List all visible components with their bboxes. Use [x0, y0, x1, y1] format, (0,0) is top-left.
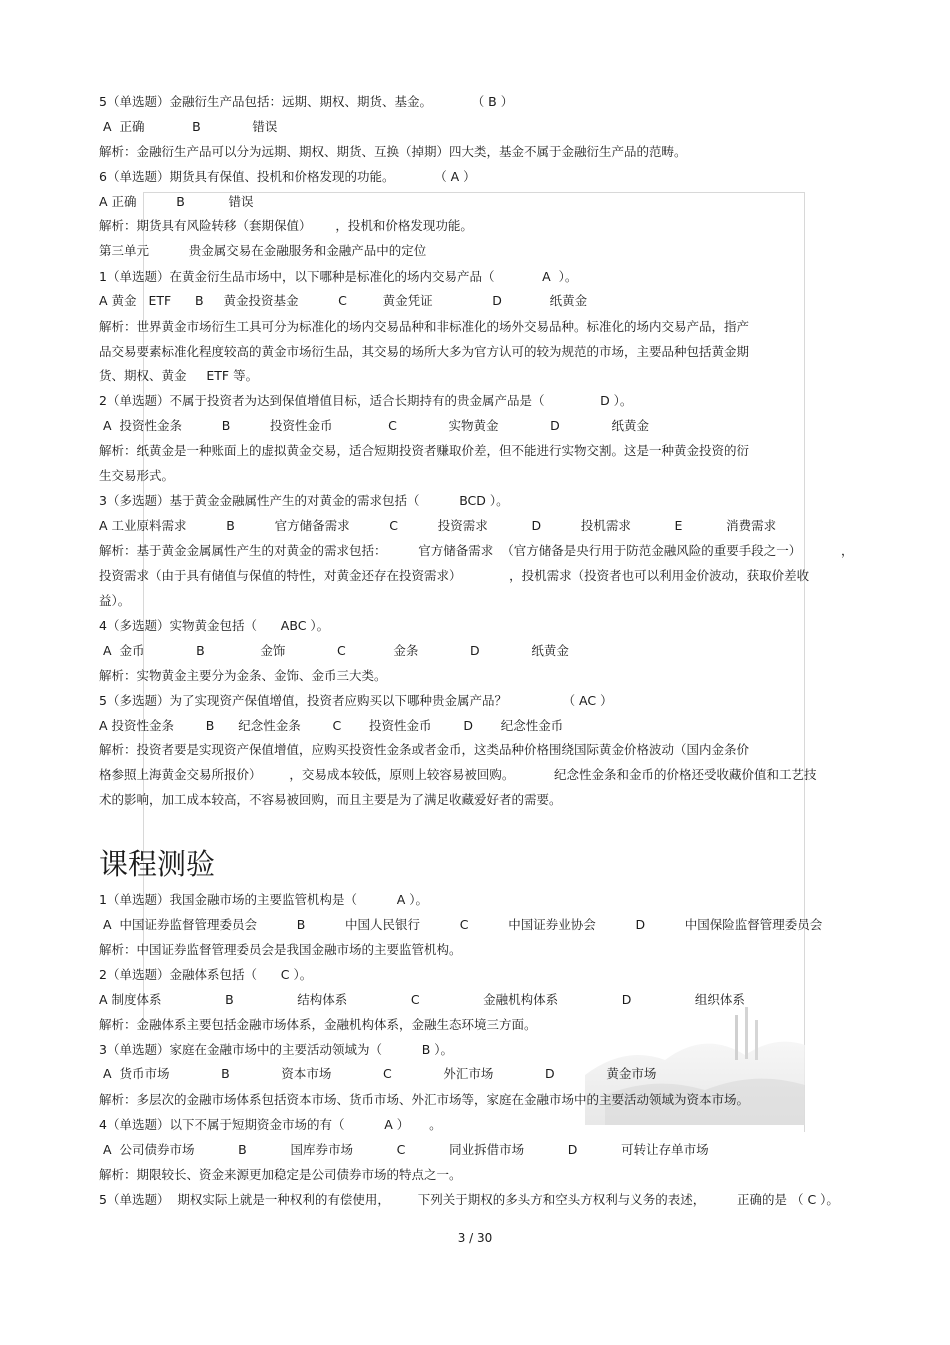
text-line: A 黄金 ETF B 黄金投资基金 C 黄金凭证 D 纸黄金	[99, 293, 588, 308]
text-line: A 正确 B 错误	[99, 194, 254, 209]
text-line: A 公司债券市场 B 国库券市场 C 同业拆借市场 D 可转让存单市场	[99, 1142, 709, 1157]
section-heading: 课程测验	[99, 847, 216, 881]
text-line: 3（多选题）基于黄金金融属性产生的对黄金的需求包括（ BCD ）。	[99, 493, 509, 508]
text-line: A 正确 B 错误	[99, 119, 278, 134]
frame-line-top	[143, 192, 804, 193]
text-line: 5（单选题） 期权实际上就是一种权利的有偿使用， 下列关于期权的多头方和空头方权利与义务的表述， 正确的是 （ C ）。	[99, 1192, 839, 1207]
text-line: 5（单选题）金融衍生产品包括：远期、期权、期货、基金。 （ B ）	[99, 94, 514, 109]
text-line: 格参照上海黄金交易所报价） ，交易成本较低，原则上较容易被回购。 纪念性金条和金币的价格还受收藏价值和工艺技	[99, 767, 817, 782]
text-line: 6（单选题）期货具有保值、投机和价格发现的功能。 （ A ）	[99, 169, 476, 184]
text-line: 1（单选题）在黄金衍生品市场中，以下哪种是标准化的场内交易产品（ A ）。	[99, 269, 578, 284]
text-line: 益）。	[99, 593, 131, 608]
text-line: A 工业原料需求 B 官方储备需求 C 投资需求 D 投机需求 E 消费需求	[99, 518, 777, 533]
text-line: A 投资性金条 B 纪念性金条 C 投资性金币 D 纪念性金币	[99, 718, 564, 733]
text-line: 货、期权、黄金 ETF 等。	[99, 368, 259, 383]
page-number: 3 / 30	[457, 1231, 493, 1245]
text-line: 解析：期限较长、资金来源更加稳定是公司债券市场的特点之一。	[99, 1167, 462, 1182]
text-line: 解析：金融体系主要包括金融市场体系，金融机构体系，金融生态环境三方面。	[99, 1017, 537, 1032]
text-line: 1（单选题）我国金融市场的主要监管机构是（ A ）。	[99, 892, 428, 907]
text-line: 解析：世界黄金市场衍生工具可分为标准化的场内交易品种和非标准化的场外交易品种。标准化的场内交易产品，指产	[99, 319, 750, 334]
text-line: 解析：金融衍生产品可以分为远期、期权、期货、互换（掉期）四大类，基金不属于金融衍生产品的范畴。	[99, 144, 687, 159]
text-line: 2（单选题）不属于投资者为达到保值增值目标，适合长期持有的贵金属产品是（ D ）。	[99, 393, 633, 408]
text-line: 5（多选题）为了实现资产保值增值，投资者应购买以下哪种贵金属产品？ （ AC ）	[99, 693, 613, 708]
text-line: 第三单元 贵金属交易在金融服务和金融产品中的定位	[99, 243, 427, 258]
text-line: 2（单选题）金融体系包括（ C ）。	[99, 967, 313, 982]
text-line: 投资需求（由于具有储值与保值的特性，对黄金还存在投资需求） ，投机需求（投资者也可以利用金价波动，获取价差收	[99, 568, 810, 583]
text-line: A 制度体系 B 结构体系 C 金融机构体系 D 组织体系	[99, 992, 745, 1007]
text-line: 解析：投资者要是实现资产保值增值，应购买投资性金条或者金币，这类品种价格围绕国际黄金价格波动（国内金条价	[99, 742, 750, 757]
text-line: 术的影响，加工成本较高，不容易被回购，而且主要是为了满足收藏爱好者的需要。	[99, 792, 562, 807]
text-line: 生交易形式。	[99, 468, 175, 483]
text-line: 解析：中国证券监督管理委员会是我国金融市场的主要监管机构。	[99, 942, 462, 957]
text-line: 3（单选题）家庭在金融市场中的主要活动领域为（ B ）。	[99, 1042, 453, 1057]
text-line: 4（单选题）以下不属于短期资金市场的有（ A ） 。	[99, 1117, 442, 1132]
text-line: 4（多选题）实物黄金包括（ ABC ）。	[99, 618, 330, 633]
text-line: A 中国证券监督管理委员会 B 中国人民银行 C 中国证券业协会 D 中国保险监督管理委员会	[99, 917, 823, 932]
text-line: 解析：期货具有风险转移（套期保值） ，投机和价格发现功能。	[99, 218, 473, 233]
text-line: 解析：纸黄金是一种账面上的虚拟黄金交易，适合短期投资者赚取价差，但不能进行实物交割。这是一种黄金投资的衍	[99, 443, 750, 458]
text-line: A 货币市场 B 资本市场 C 外汇市场 D 黄金市场	[99, 1066, 657, 1081]
text-line: A 投资性金条 B 投资性金币 C 实物黄金 D 纸黄金	[99, 418, 649, 433]
text-line: 解析：实物黄金主要分为金条、金饰、金币三大类。	[99, 668, 387, 683]
text-line: A 金币 B 金饰 C 金条 D 纸黄金	[99, 643, 569, 658]
text-line: 解析：多层次的金融市场体系包括资本市场、货币市场、外汇市场等，家庭在金融市场中的主要活动领域为资本市场。	[99, 1092, 750, 1107]
text-line: 解析：基于黄金金属属性产生的对黄金的需求包括： 官方储备需求 （官方储备是央行用于防范金融风险的重要手段之一） ，	[99, 543, 854, 558]
text-line: 品交易要素标准化程度较高的黄金市场衍生品，其交易的场所大多为官方认可的较为规范的市场，主要品种包括黄金期	[99, 344, 750, 359]
